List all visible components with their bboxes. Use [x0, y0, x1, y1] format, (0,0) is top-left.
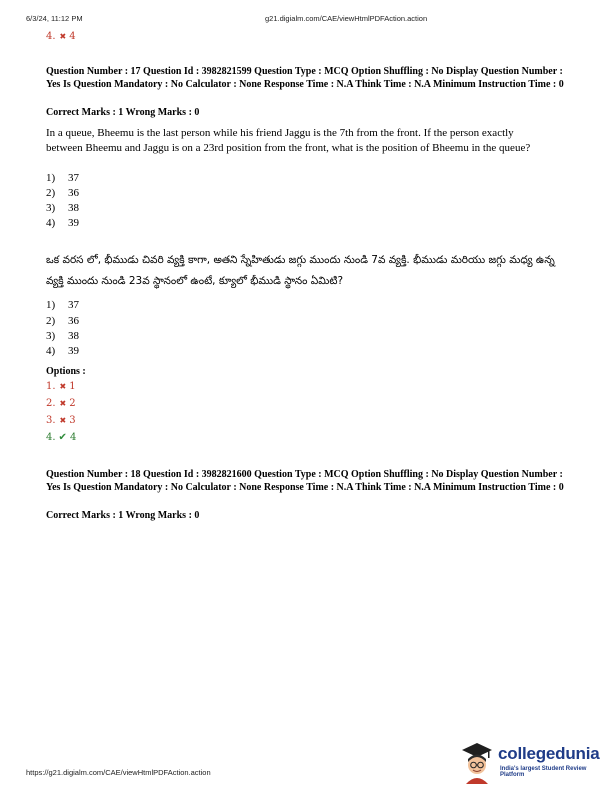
q18-meta: Question Number : 18 Question Id : 3982821600 Question Type : MCQ Option Shuffling : No Display Question Number : Yes Is Question Mandatory : No Calculator : None Response Time : N.A Think Time : N.A Minimum Instruction Time : 0 [46, 469, 564, 493]
cross-icon: ✖ [59, 416, 67, 425]
cross-icon: ✖ [59, 32, 67, 41]
q17-text-en: In a queue, Bheemu is the last person while his friend Jaggu is the 7th from the front. If the person exactly between Bheemu and Jaggu is on a 23rd position from the front, what is the position of Bheemu in the queue? [46, 127, 531, 154]
option-label: 4. [46, 31, 56, 42]
q17-options-title: Options : [46, 366, 86, 377]
print-url: g21.digialm.com/CAE/viewHtmlPDFAction.action [265, 14, 428, 23]
checkmark-icon: ✔ [58, 432, 67, 443]
q17-option-3: 3. ✖ 3 [46, 415, 76, 426]
logo-wordmark: collegedunia [498, 744, 600, 763]
print-datetime: 6/3/24, 11:12 PM [26, 14, 83, 23]
q17-choice-te-4: 4) 39 [46, 345, 79, 357]
q17-choice-en-3: 3) 38 [46, 202, 79, 214]
q18-marks: Correct Marks : 1 Wrong Marks : 0 [46, 510, 200, 521]
graduate-mascot-icon [458, 740, 496, 784]
q17-choice-en-4: 4) 39 [46, 217, 79, 229]
q17-option-4: 4. ✔ 4 [46, 432, 77, 443]
q17-choice-en-1: 1) 37 [46, 172, 79, 184]
q17-choice-te-3: 3) 38 [46, 330, 79, 342]
q17-meta: Question Number : 17 Question Id : 3982821599 Question Type : MCQ Option Shuffling : No Display Question Number : Yes Is Question Mandatory : No Calculator : None Response Time : N.A Think Time : N.A Minimum Instruction Time : 0 [46, 66, 564, 90]
logo-tagline: India's largest Student Review Platform [500, 766, 587, 778]
q17-text-te: ఒక వరస లో, భీముడు చివరి వ్యక్తి కాగా, అతని స్నేహితుడు జగ్గు ముందు నుండి 7వ వ్యక్తి. భీముడు మరియు జగ్గు మధ్య ఉన్న వ్యక్తి ముందు నుండి 23వ స్థానంలో ఉంటే, క్యూలో భీముడి స్థానం ఏమిటి? [46, 254, 555, 287]
top-option-4 [46, 31, 76, 42]
cross-icon: ✖ [59, 399, 67, 408]
collegedunia-logo [458, 740, 608, 784]
q17-option-2: 2. ✖ 2 [46, 398, 76, 409]
q17-option-1: 1. ✖ 1 [46, 381, 76, 392]
q17-marks: Correct Marks : 1 Wrong Marks : 0 [46, 107, 200, 118]
footer-url: https://g21.digialm.com/CAE/viewHtmlPDFAction.action [26, 768, 211, 777]
q17-choice-te-2: 2) 36 [46, 315, 79, 327]
q17-choice-en-2: 2) 36 [46, 187, 79, 199]
option-value: 4 [69, 31, 76, 42]
cross-icon: ✖ [59, 382, 67, 391]
q17-choice-te-1: 1) 37 [46, 299, 79, 311]
